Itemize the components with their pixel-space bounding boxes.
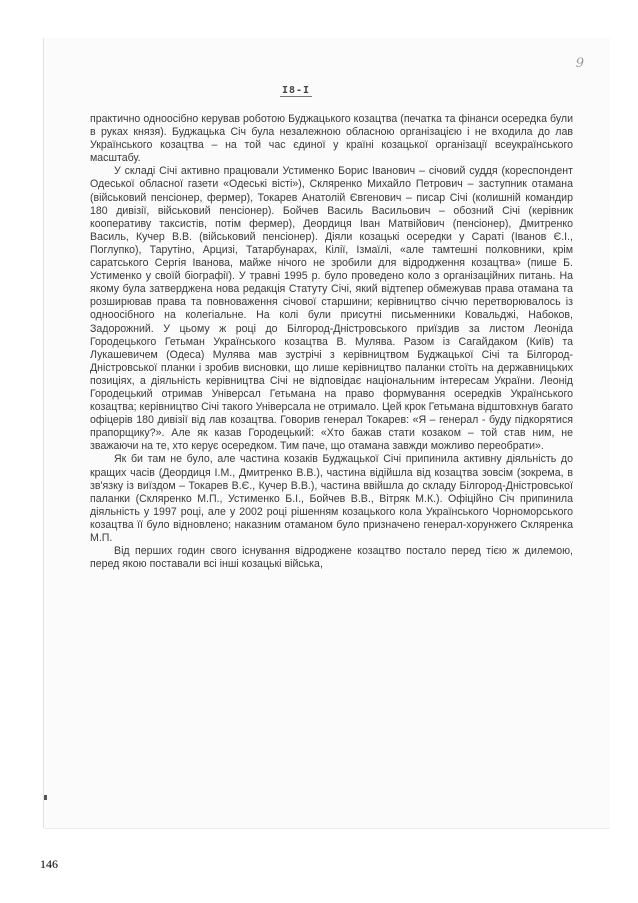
sheet-number: I8-I	[282, 85, 311, 96]
margin-handwritten-number: 9	[575, 56, 584, 71]
page-number: 146	[40, 857, 58, 871]
paragraph-2: У складі Січі активно працювали Устименко Борис Іванович – січовий суддя (кореспондент Одеської обласної газети «Одеські вісті»), Скляренко Михайло Петрович – заступник отамана (військовий пенсіонер, фермер), Токарев Анатолій Євгенович – писар Січі (колишній командир 180 дивізії, військовий пенсіонер). Бойчев Василь Васильович – обозний Січі (керівник кооперативу таксистів, потім фермер), Деордиця Іван Матвійович (пенсіонер), Дмитренко Василь, Кучер В.В. (військовий пенсіонер). Діяли козацькі осередки у Сараті (Іванов Є.І., Поглупко), Тарутіно, Арцизі, Татарбунарах, Кілії, Ізмаїлі, «але тамтешні полковники, крім саратського Сергія Іванова, майже нічого не зробили для відродження козацтва» (пише Б. Устименко у своїй біографії). У травні 1995 р. було проведено коло з організаційних питань. На якому була затверджена нова редакція Статуту Січі, який відтепер обмежував права отамана та розширював права та повноваження січової старшини; керівництво січчю перетворювалось із одноосібного на колегіальне. На колі були присутні письменники Ковальджі, Набоков, Задорожний. У цьому ж році до Білгород-Дністровського приїздив за листом Леоніда Городецького Гетьман Українського козацтва В. Мулява. Разом із Сагайдаком (Київ) та Лукашевичем (Одеса) Мулява мав зустрічі з керівництвом Буджацької Січі та Білгород-Дністровської планки і зробив висновки, що лише керівництво паланки стоїть на державницьких позиціях, а діяльність керівництва Січі не відповідає національним інтересам України. Леонід Городецький отримав Універсал Гетьмана на право формування осередків Українського козацтва; керівництво Січі такого Універсала не отримало. Цей крок Гетьмана відштовхнув багато офіцерів 180 дивізії від лав козацтва. Говорив генерал Токарев: «Я – генерал - буду підкорятися прапорщику?». Але як казав Городецький: «Хто бажав стати козаком – той став ним, не зважаючи на те, хто керує осередком. Тим паче, що отамана завжди можливо переобрати».	[90, 165, 573, 453]
scan-edge-mark	[44, 795, 47, 800]
body-text	[90, 113, 573, 571]
paragraph-4: Від перших годин свого існування відроджене козацтво постало перед тією ж дилемою, перед якою поставали всі інші козацькі війська,	[90, 545, 573, 571]
scanned-page	[44, 38, 610, 828]
paragraph-3: Як би там не було, але частина козаків Буджацької Січі припинила активну діяльність до кращих часів (Деордиця І.М., Дмитренко В.В.), частина відійшла від козацтва зовсім (зокрема, в зв'язку із виїздом – Токарев В.Є., Кучер В.В.), частина ввійшла до складу Білгород-Дністровської паланки (Скляренко М.П., Устименко Б.І., Бойчев В.В., Вітряк М.К.). Офіційно Січ припинила діяльність у 1997 році, але у 2002 році рішенням козацького кола Українського Чорноморського козацтва її було відновлено; наказним отаманом було призначено генерал-хорунжего Скляренка М.П.	[90, 453, 573, 544]
paragraph-1: практично одноосібно керував роботою Буджацького козацтва (печатка та фінанси осередка були в руках князя). Буджацька Січ була незалежною обласною організацією і не входила до лав Українського козацтва – на той час єдиної у країні козацької організації всеукраїнського масштабу.	[90, 113, 573, 165]
